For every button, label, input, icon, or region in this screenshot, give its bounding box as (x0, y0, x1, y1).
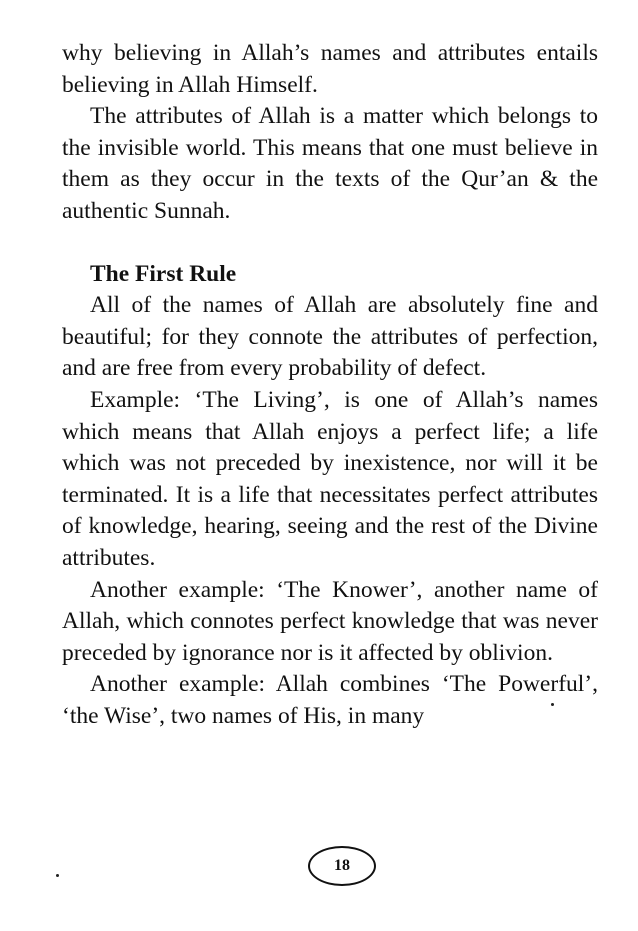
paragraph-example-powerful-wise: Another example: Allah combines ‘The Powerful’, ‘the Wise’, two names of His, in many (62, 671, 598, 729)
section-heading: The First Rule (90, 260, 237, 287)
page-number-badge (308, 846, 376, 886)
paragraph-example-knower: Another example: ‘The Knower’, another name of Allah, which connotes perfect knowledge that was never preceded by ignorance nor is it affected by oblivion. (62, 576, 598, 666)
paragraph-example-living: Example: ‘The Living’, is one of Allah’s names which means that Allah enjoys a perfect life; a life which was not preceded by inexistence, nor will it be terminated. It is a life that necessitates perfect attributes of knowledge, hearing, seeing and the rest of the Divine attributes. (62, 386, 598, 571)
scan-speck (56, 874, 59, 877)
paragraph-invisible-world: The attributes of Allah is a matter which belongs to the invisible world. This means that one must believe in them as they occur in the texts of the Qur’an & the authentic Sunnah. (62, 103, 598, 224)
scan-speck (551, 703, 554, 706)
page-number: 18 (334, 857, 350, 874)
paragraph-names-beautiful: All of the names of Allah are absolutely fine and beautiful; for they connote the attributes of perfection, and are free from every probability of defect. (62, 292, 598, 382)
paragraph-continuation: why believing in Allah’s names and attributes entails believing in Allah Himself. (62, 40, 598, 98)
body-text (62, 38, 598, 732)
